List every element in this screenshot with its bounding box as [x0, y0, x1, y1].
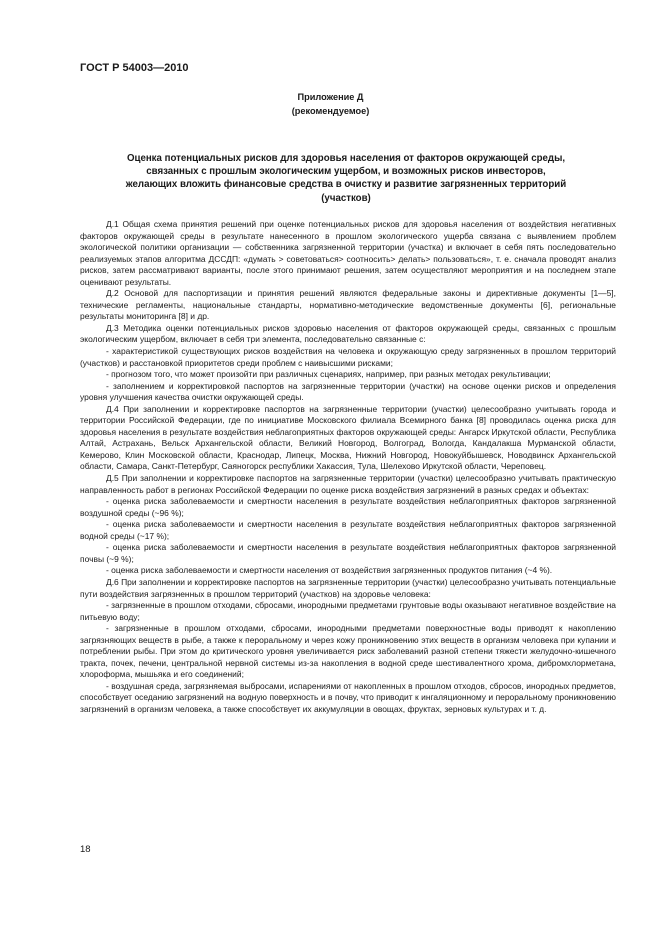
list-item: - загрязненные в прошлом отходами, сбросами, инородными предметами грунтовые воды оказывают негативное воздействие на питьевую воду; — [80, 600, 616, 622]
appendix-subtitle: (рекомендуемое) — [291, 106, 370, 116]
heading-line: связанных с прошлым экологическим ущербом, и возможных рисков инвесторов, — [146, 166, 546, 178]
list-item: - оценка риска заболеваемости и смертности населения в результате воздействия неблагоприятных факторов загрязненной водной среды (~17 %); — [80, 519, 616, 541]
page-number: 18 — [80, 844, 91, 855]
list-item: - характеристикой существующих рисков воздействия на человека и окружающую среду загрязненных в прошлом территорий (участков) и расстановкой приоритетов среди проблем с наивысшими рисками; — [80, 346, 616, 368]
list-item: - воздушная среда, загрязняемая выбросами, испарениями от накопленных в прошлом отходов, сбросов, инородных предметов, способствует оседанию загрязнений на водную поверхность и в почву, что приводит к ингаляционному и пероральному проникновению загрязнений в организм человека, а также способствует их аккумуляции в овощах, фруктах, зерновых культурах и т. д. — [80, 680, 616, 714]
list-item: - оценка риска заболеваемости и смертности населения от воздействия загрязненных продуктов питания (~4 %). — [106, 565, 553, 576]
heading-line: Оценка потенциальных рисков для здоровья населения от факторов окружающей среды, — [126, 153, 566, 164]
paragraph-d1: Д.1 Общая схема принятия решений при оценке потенциальных рисков для здоровья населения от воздействия негативных факторов окружающей среды в результате нанесенного в прошлом экологического ущерба связана с выявлением проблем экологической политики организации — собственника загрязненной территории (участка) и включает в себя пять последовательно реализуемых этапов алгоритма ДССДП: «думать > советоваться> соотносить> делать> пользоваться», т. е. сначала проводят анализ рисков, затем рассматривают варианты, после этого принимают решения, затем осуществляют мероприятия и на последнем этапе оценивают результаты. — [80, 219, 616, 287]
paragraph-d6: Д.6 При заполнении и корректировке паспортов на загрязненные территории (участки) целесообразно учитывать потенциальные пути воздействия загрязненных в прошлом территорий (участков) на здоровье человека: — [80, 576, 616, 599]
standard-number: ГОСТ Р 54003—2010 — [80, 62, 189, 74]
list-item: - заполнением и корректировкой паспортов на загрязненные территории (участки) на основе оценки рисков и определения уровня улучшения качества очистки окружающей среды. — [80, 380, 616, 403]
paragraph-d2: Д.2 Основой для паспортизации и принятия решений являются федеральные законы и директивные документы [1—5], технические регламенты, национальные стандарты, нормативно-методические ведомственные документы [6], региональные результаты мониторинга [8] и др. — [80, 288, 616, 322]
list-item: - прогнозом того, что может произойти при различных сценариях, например, при разных методах рекультивации; — [106, 369, 551, 380]
paragraph-d5: Д.5 При заполнении и корректировке паспортов на загрязненные территории (участки) целесообразно учитывать практическую направленность работ в регионах Российской Федерации по оценке риска воздействия загрязнений в разных средах и объектах: — [80, 473, 616, 495]
body-text — [80, 219, 616, 716]
list-item: - загрязненные в прошлом отходами, сбросами, инородными предметами поверхностные воды приводят к накоплению загрязняющих веществ в рыбе, а также к пероральному и через кожу проникновению этих веществ в организм человека при купании и потреблении рыбы. При этом до критического уровня увеличивается риск заболеваний разной степени тяжести желудочно-кишечного тракта, почек, печени, центральной нервной системы из-за накопления в водной среде шестивалентного хрома, дибромхлорметана, хлороформа, мышьяка и его соединений; — [80, 623, 616, 680]
heading-line: желающих вложить финансовые средства в очистку и развитие загрязненных территорий — [125, 179, 567, 191]
list-item: - оценка риска заболеваемости и смертности населения в результате воздействия неблагоприятных факторов загрязненной почвы (~9 %); — [80, 542, 616, 564]
appendix-title: Приложение Д — [297, 92, 364, 102]
paragraph-d3: Д.3 Методика оценки потенциальных рисков здоровью населения от факторов окружающей среды, связанных с прошлым экологическим ущербом, включает в себя три элемента, последовательно связанные с: — [80, 322, 616, 345]
section-heading — [86, 152, 606, 205]
heading-line: (участков) — [321, 192, 371, 204]
list-item: - оценка риска заболеваемости и смертности населения в результате воздействия неблагоприятных факторов загрязненной воздушной среды (~96 %); — [80, 496, 616, 518]
paragraph-d4: Д.4 При заполнении и корректировке паспортов на загрязненные территории (участки) целесообразно учитывать города и территории Российской Федерации, где по инициативе Московского филиала Всемирного банка [8] проводилась оценка риска для здоровья населения в результате воздействия неблагоприятных факторов окружающей среды: Ангарск Иркутской области, Республика Алтай, Астрахань, Вельск Архангельской области, Великий Новгород, Волгоград, Вологда, Кандалакша Мурманской области, Кемерово, Клин Московской области, Краснодар, Липецк, Москва, Нижний Новгород, Новокуйбышевск, Новодвинск Архангельской области, Самара, Санкт-Петербург, Саяногорск республики Хакассия, Тула, Шелехово Иркутской области, Череповец. — [80, 403, 616, 472]
